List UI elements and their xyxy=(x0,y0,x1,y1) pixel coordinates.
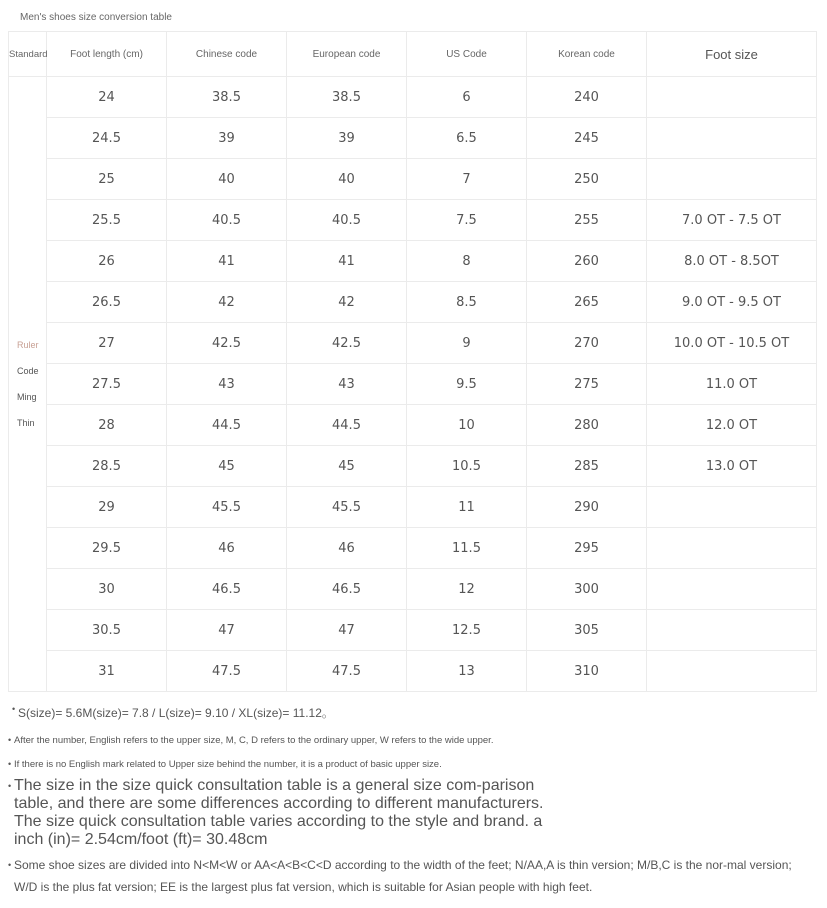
bullet-dot: • xyxy=(8,735,12,745)
table-caption: Men's shoes size conversion table xyxy=(20,12,172,23)
table-row xyxy=(9,159,817,200)
us-code-cell: 9.5 xyxy=(407,364,527,405)
bullet-dot: • xyxy=(8,759,12,769)
note-consultation-table xyxy=(8,777,544,849)
us-code-cell: 10 xyxy=(407,405,527,446)
european-code-cell: 40.5 xyxy=(287,200,407,241)
korean-code-cell: 255 xyxy=(527,200,647,241)
note-size-letters xyxy=(12,704,818,721)
foot-length-cell: 30.5 xyxy=(47,610,167,651)
table-row xyxy=(9,323,817,364)
header-foot-length: Foot length (cm) xyxy=(47,32,167,77)
table-row xyxy=(9,364,817,405)
foot-size-cell: 12.0 OT xyxy=(647,405,817,446)
us-code-cell: 10.5 xyxy=(407,446,527,487)
foot-size-cell xyxy=(647,528,817,569)
foot-size-cell: 10.0 OT - 10.5 OT xyxy=(647,323,817,364)
us-code-cell: 12.5 xyxy=(407,610,527,651)
foot-length-cell: 24 xyxy=(47,77,167,118)
chinese-code-cell: 39 xyxy=(167,118,287,159)
european-code-cell: 41 xyxy=(287,241,407,282)
us-code-cell: 9 xyxy=(407,323,527,364)
chinese-code-cell: 44.5 xyxy=(167,405,287,446)
chinese-code-cell: 43 xyxy=(167,364,287,405)
foot-length-cell: 28.5 xyxy=(47,446,167,487)
foot-size-cell: 11.0 OT xyxy=(647,364,817,405)
foot-length-cell: 28 xyxy=(47,405,167,446)
korean-code-cell: 280 xyxy=(527,405,647,446)
korean-code-cell: 275 xyxy=(527,364,647,405)
european-code-cell: 47.5 xyxy=(287,651,407,692)
us-code-cell: 11 xyxy=(407,487,527,528)
korean-code-cell: 270 xyxy=(527,323,647,364)
bullet-dot: • xyxy=(8,781,12,791)
foot-length-cell: 25 xyxy=(47,159,167,200)
chinese-code-cell: 42.5 xyxy=(167,323,287,364)
us-code-cell: 6 xyxy=(407,77,527,118)
korean-code-cell: 285 xyxy=(527,446,647,487)
table-row xyxy=(9,405,817,446)
notes-section xyxy=(8,704,818,898)
foot-size-cell: 8.0 OT - 8.5OT xyxy=(647,241,817,282)
chinese-code-cell: 46 xyxy=(167,528,287,569)
korean-code-cell: 305 xyxy=(527,610,647,651)
note-text: The size in the size quick consultation table is a general size com-parison table, and there are some differences according to different manufacturers. The size quick consultation table varies according to the style and brand. a inch (in)= 2.54cm/foot (ft)= 30.48cm xyxy=(14,777,544,848)
foot-length-cell: 24.5 xyxy=(47,118,167,159)
korean-code-cell: 265 xyxy=(527,282,647,323)
foot-length-cell: 27.5 xyxy=(47,364,167,405)
bullet-dot: • xyxy=(12,704,16,714)
us-code-cell: 6.5 xyxy=(407,118,527,159)
chinese-code-cell: 42 xyxy=(167,282,287,323)
table-row xyxy=(9,487,817,528)
us-code-cell: 7.5 xyxy=(407,200,527,241)
european-code-cell: 45 xyxy=(287,446,407,487)
side-label: Ming xyxy=(17,392,37,402)
foot-size-cell: 9.0 OT - 9.5 OT xyxy=(647,282,817,323)
foot-size-cell: 13.0 OT xyxy=(647,446,817,487)
foot-length-cell: 27 xyxy=(47,323,167,364)
note-width-versions xyxy=(8,854,818,898)
us-code-cell: 13 xyxy=(407,651,527,692)
header-foot-size: Foot size xyxy=(647,32,817,77)
foot-length-cell: 26 xyxy=(47,241,167,282)
header-european-code: European code xyxy=(287,32,407,77)
chinese-code-cell: 40 xyxy=(167,159,287,200)
us-code-cell: 7 xyxy=(407,159,527,200)
foot-length-cell: 29 xyxy=(47,487,167,528)
foot-size-cell xyxy=(647,159,817,200)
european-code-cell: 44.5 xyxy=(287,405,407,446)
foot-length-cell: 30 xyxy=(47,569,167,610)
foot-size-cell xyxy=(647,118,817,159)
korean-code-cell: 240 xyxy=(527,77,647,118)
european-code-cell: 38.5 xyxy=(287,77,407,118)
table-row xyxy=(9,651,817,692)
header-korean-code: Korean code xyxy=(527,32,647,77)
chinese-code-cell: 41 xyxy=(167,241,287,282)
european-code-cell: 45.5 xyxy=(287,487,407,528)
korean-code-cell: 300 xyxy=(527,569,647,610)
table-row xyxy=(9,446,817,487)
foot-length-cell: 26.5 xyxy=(47,282,167,323)
side-label: Thin xyxy=(17,418,35,428)
us-code-cell: 11.5 xyxy=(407,528,527,569)
korean-code-cell: 290 xyxy=(527,487,647,528)
us-code-cell: 8 xyxy=(407,241,527,282)
table-row xyxy=(9,569,817,610)
table-row xyxy=(9,77,817,118)
us-code-cell: 12 xyxy=(407,569,527,610)
note-upper-size xyxy=(8,735,818,746)
note-text: Some shoe sizes are divided into N<M<W or AA<A<B<C<D according to the width of the feet; N/AA,A is thin version; M/B,C is the nor-mal version; W/D is the plus fat version; EE is the largest plus fat version, which is suitable for Asian people with high feet. xyxy=(14,858,792,894)
table-header-row xyxy=(9,32,817,77)
header-us-code: US Code xyxy=(407,32,527,77)
note-text: S(size)= 5.6M(size)= 7.8 / L(size)= 9.10 / XL(size)= 11.12。 xyxy=(18,706,334,720)
header-standard: Standard xyxy=(9,32,47,77)
bullet-dot: • xyxy=(8,860,12,870)
foot-size-cell xyxy=(647,610,817,651)
foot-size-cell xyxy=(647,569,817,610)
chinese-code-cell: 45.5 xyxy=(167,487,287,528)
note-text: After the number, English refers to the upper size, M, C, D refers to the ordinary upper, W refers to the wide upper. xyxy=(14,735,494,746)
korean-code-cell: 295 xyxy=(527,528,647,569)
chinese-code-cell: 46.5 xyxy=(167,569,287,610)
side-label: Code xyxy=(17,366,39,376)
table-row xyxy=(9,118,817,159)
chinese-code-cell: 38.5 xyxy=(167,77,287,118)
korean-code-cell: 260 xyxy=(527,241,647,282)
european-code-cell: 47 xyxy=(287,610,407,651)
foot-length-cell: 29.5 xyxy=(47,528,167,569)
european-code-cell: 42.5 xyxy=(287,323,407,364)
note-text: If there is no English mark related to Upper size behind the number, it is a product of basic upper size. xyxy=(14,759,442,770)
european-code-cell: 40 xyxy=(287,159,407,200)
standard-side-labels xyxy=(9,77,47,692)
chinese-code-cell: 40.5 xyxy=(167,200,287,241)
note-basic-upper xyxy=(8,759,818,770)
foot-size-cell: 7.0 OT - 7.5 OT xyxy=(647,200,817,241)
table-row xyxy=(9,282,817,323)
header-chinese-code: Chinese code xyxy=(167,32,287,77)
foot-length-cell: 31 xyxy=(47,651,167,692)
chinese-code-cell: 45 xyxy=(167,446,287,487)
foot-length-cell: 25.5 xyxy=(47,200,167,241)
foot-size-cell xyxy=(647,651,817,692)
european-code-cell: 46 xyxy=(287,528,407,569)
foot-size-cell xyxy=(647,77,817,118)
chinese-code-cell: 47.5 xyxy=(167,651,287,692)
european-code-cell: 42 xyxy=(287,282,407,323)
foot-size-cell xyxy=(647,487,817,528)
european-code-cell: 46.5 xyxy=(287,569,407,610)
table-row xyxy=(9,241,817,282)
table-row xyxy=(9,200,817,241)
korean-code-cell: 250 xyxy=(527,159,647,200)
european-code-cell: 39 xyxy=(287,118,407,159)
side-label: Ruler xyxy=(17,340,39,350)
size-conversion-table xyxy=(8,31,817,692)
korean-code-cell: 245 xyxy=(527,118,647,159)
chinese-code-cell: 47 xyxy=(167,610,287,651)
table-row xyxy=(9,610,817,651)
us-code-cell: 8.5 xyxy=(407,282,527,323)
korean-code-cell: 310 xyxy=(527,651,647,692)
european-code-cell: 43 xyxy=(287,364,407,405)
table-row xyxy=(9,528,817,569)
